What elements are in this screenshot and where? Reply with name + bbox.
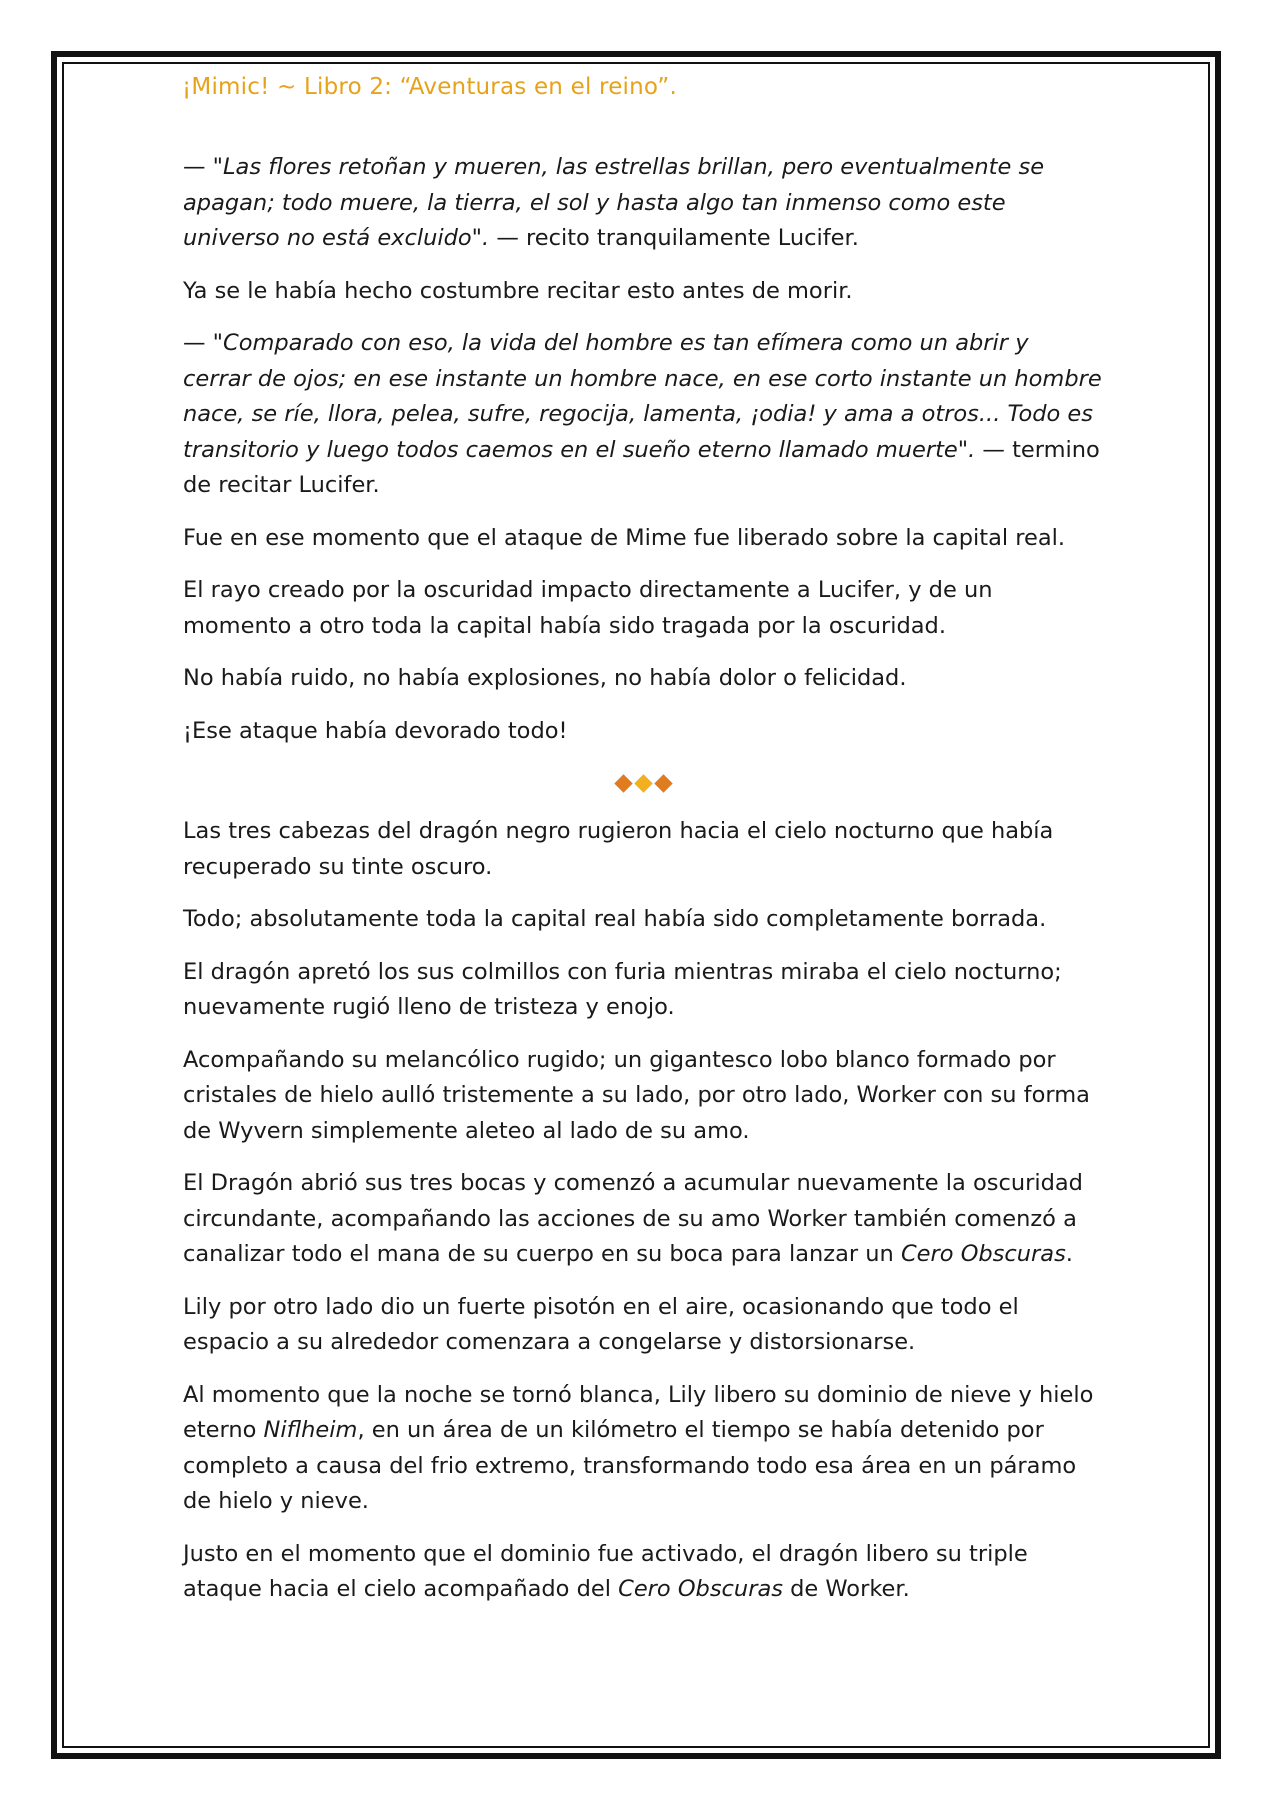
paragraph-3: — "Comparado con eso, la vida del hombre es tan efímera como un abrir y cerrar de ojos; en ese instante un hombre nace, en ese corto instante un hombre nace, se ríe, llora, pelea, sufre, regocija, lamenta, ¡odia! y ama a otros... Todo es transitorio y luego todos caemos en el sueño eterno llamado muerte". — termino de recitar Lucifer.: [183, 330, 1102, 498]
page-body: [183, 150, 1103, 1625]
running-header: ¡Mimic! ~ Libro 2: “Aventuras en el reino”.: [182, 74, 677, 100]
paragraph-1: — "Las flores retoñan y mueren, las estrellas brillan, pero eventualmente se apagan; todo muere, la tierra, el sol y hasta algo tan inmenso como este universo no está excluido". — recito tranquilamente Lucifer.: [183, 154, 1045, 251]
paragraph-2: Ya se le había hecho costumbre recitar esto antes de morir.: [183, 277, 853, 304]
paragraph-11: Acompañando su melancólico rugido; un gigantesco lobo blanco formado por cristales de hielo aulló tristemente a su lado, por otro lado, Worker con su forma de Wyvern simplemente aleteo al lado de su amo.: [183, 1046, 1090, 1144]
paragraph-12: El Dragón abrió sus tres bocas y comenzó a acumular nuevamente la oscuridad circundante, acompañando las acciones de su amo Worker también comenzó a canalizar todo el mana de su cuerpo en su boca para lanzar un Cero Obscuras.: [183, 1170, 1083, 1267]
paragraph-13: Lily por otro lado dio un fuerte pisotón en el aire, ocasionando que todo el espacio a su alrededor comenzara a congelarse y distorsionarse.: [183, 1293, 1019, 1355]
paragraph-6: No había ruido, no había explosiones, no había dolor o felicidad.: [183, 665, 907, 691]
diamond-icon: [634, 774, 652, 792]
paragraph-8: Las tres cabezas del dragón negro rugieron hacia el cielo nocturno que había recuperado su tinte oscuro.: [183, 818, 1054, 880]
diamond-icon: [614, 774, 632, 792]
paragraph-7: ¡Ese ataque había devorado todo!: [183, 717, 568, 744]
paragraph-5: El rayo creado por la oscuridad impacto directamente a Lucifer, y de un momento a otro toda la capital había sido tragada por la oscuridad.: [183, 577, 993, 639]
diamond-icon: [654, 774, 672, 792]
paragraph-9: Todo; absolutamente toda la capital real había sido completamente borrada.: [183, 906, 1047, 932]
paragraph-4: Fue en ese momento que el ataque de Mime fue liberado sobre la capital real.: [183, 524, 1066, 551]
paragraph-15: Justo en el momento que el dominio fue activado, el dragón libero su triple ataque hacia el cielo acompañado del Cero Obscuras de Worker.: [183, 1540, 1028, 1602]
paragraph-10: El dragón apretó los sus colmillos con furia mientras miraba el cielo nocturno; nuevamente rugió lleno de tristeza y enojo.: [183, 958, 1062, 1020]
paragraph-14: Al momento que la noche se tornó blanca, Lily libero su dominio de nieve y hielo eterno Niflheim, en un área de un kilómetro el tiempo se había detenido por completo a causa del frio extremo, transformando todo esa área en un páramo de hielo y nieve.: [183, 1381, 1094, 1514]
section-separator: [183, 766, 1103, 800]
